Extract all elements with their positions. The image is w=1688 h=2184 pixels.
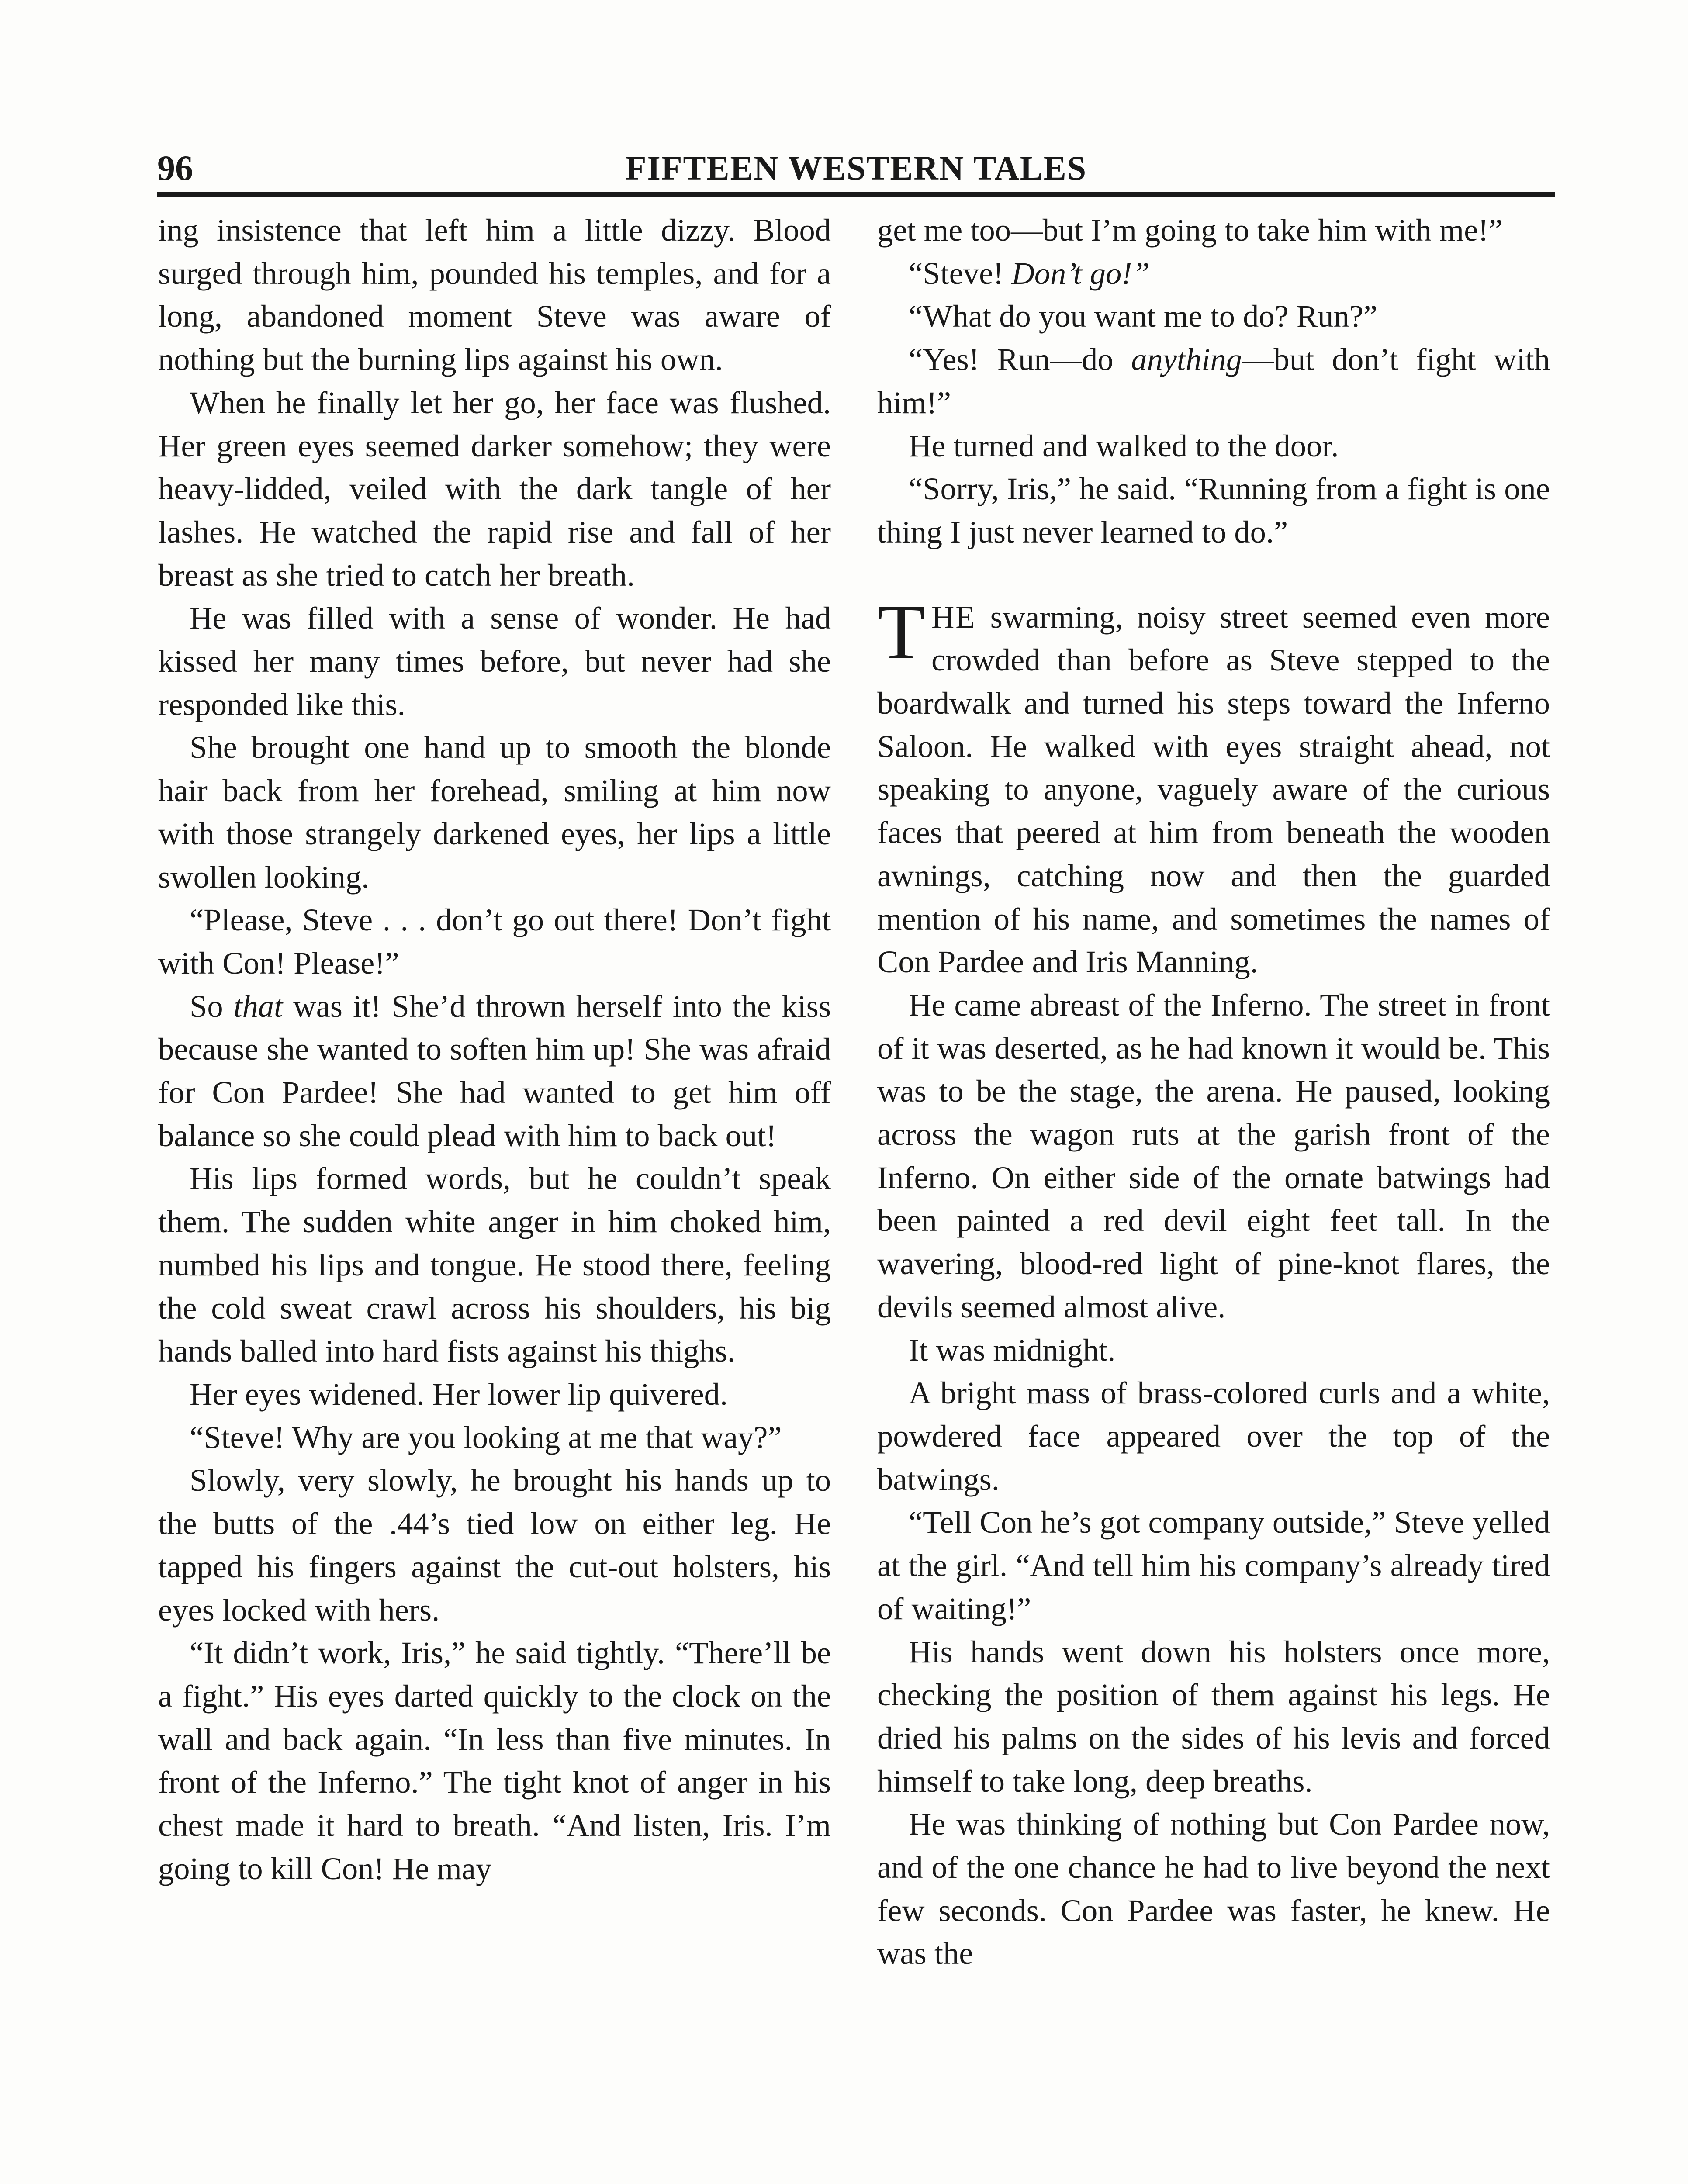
drop-cap: T	[877, 588, 925, 675]
paragraph: His hands went down his holsters once more, checking the position of them against his legs. He dried his palms on the sides of his levis and forced himself to take long, deep breaths.	[877, 1634, 1550, 1799]
paragraph	[877, 338, 1550, 424]
paragraph: His lips formed words, but he couldn’t speak them. The sudden white anger in him choked him, numbed his lips and tongue. He stood there, feeling the cold sweat crawl across his shoulders, his big hands balled into hard fists against his thighs.	[158, 1161, 831, 1369]
paragraph-body: —but don’t fight with him!”	[877, 342, 1550, 420]
paragraph: He turned and walked to the door.	[909, 428, 1339, 463]
paragraph: She brought one hand up to smooth the blonde hair back from her forehead, smiling at him now with those strangely darkened eyes, her lips a little swollen looking.	[158, 729, 831, 895]
paragraph-lead: “Steve!	[909, 255, 1012, 291]
paragraph	[877, 252, 1550, 295]
paragraph: Slowly, very slowly, he brought his hands up to the butts of the .44’s tied low on either leg. He tapped his fingers against the cut-out holsters, his eyes locked with hers.	[158, 1462, 831, 1628]
paragraph: “Tell Con he’s got company outside,” Steve yelled at the girl. “And tell him his company’s already tired of waiting!”	[877, 1504, 1550, 1626]
paragraph: get me too—but I’m going to take him with me!”	[877, 212, 1503, 248]
right-column	[877, 209, 1550, 1975]
paragraph-lead: So	[190, 988, 234, 1024]
section-opening-paragraph	[877, 588, 1550, 984]
paragraph: Her eyes widened. Her lower lip quivered.	[190, 1376, 728, 1412]
paragraph: “What do you want me to do? Run?”	[909, 298, 1378, 334]
paragraph: He was thinking of nothing but Con Pardee now, and of the one chance he had to live beyond the next few seconds. Con Pardee was faster, he knew. He was the	[877, 1806, 1550, 1971]
italic-text: anything	[1131, 342, 1242, 377]
paragraph: “Please, Steve . . . don’t go out there! Don’t fight with Con! Please!”	[158, 902, 831, 981]
paragraph: A bright mass of brass-colored curls and a white, powdered face appeared over the top of the batwings.	[877, 1375, 1550, 1497]
paragraph: “It didn’t work, Iris,” he said tightly. “There’ll be a fight.” His eyes darted quickly to the clock on the wall and back again. “In less than five minutes. In front of the Inferno.” The tight knot of anger in his chest made it hard to breath. “And listen, Iris. I’m going to kill Con! He may	[158, 1635, 831, 1886]
page-header	[157, 144, 1555, 192]
paragraph: It was midnight.	[909, 1332, 1116, 1368]
left-column	[158, 209, 831, 1890]
small-caps-lead: HE	[931, 599, 976, 635]
paragraph	[158, 985, 831, 1158]
italic-text: Don’t go!”	[1011, 255, 1150, 291]
paragraph: When he finally let her go, her face was flushed. Her green eyes seemed darker somehow; they were heavy-lidded, veiled with the dark tangle of her lashes. He watched the rapid rise and fall of her breast as she tried to catch her breath.	[158, 384, 831, 593]
paragraph-body: swarming, noisy street seemed even more crowded than before as Steve stepped to the boardwalk and turned his steps toward the Inferno Saloon. He walked with eyes straight ahead, not speaking to anyone, vaguely aware of the curious faces that peered at him from beneath the wooden awnings, catching now and then the guarded mention of his name, and sometimes the names of Con Pardee and Iris Manning.	[877, 599, 1550, 980]
page-number: 96	[157, 148, 193, 188]
paragraph: He came abreast of the Inferno. The street in front of it was deserted, as he had known it would be. This was to be the stage, the arena. He paused, looking across the wagon ruts at the garish front of the Inferno. On either side of the ornate batwings had been painted a red devil eight feet tall. In the wavering, blood-red light of pine-knot flares, the devils seemed almost alive.	[877, 987, 1550, 1324]
paragraph: “Steve! Why are you looking at me that way?”	[190, 1419, 782, 1455]
paragraph-lead: “Yes! Run—do	[909, 342, 1131, 377]
paragraph-body: was it! She’d thrown herself into the kiss because she wanted to soften him up! She was afraid for Con Pardee! She had wanted to get him off balance so she could plead with him to back out!	[158, 988, 831, 1153]
italic-text: that	[233, 988, 283, 1024]
paragraph: ing insistence that left him a little dizzy. Blood surged through him, pounded his temples, and for a long, abandoned moment Steve was aware of nothing but the burning lips against his own.	[158, 212, 831, 377]
paragraph: “Sorry, Iris,” he said. “Running from a fight is one thing I just never learned to do.”	[877, 471, 1550, 549]
running-title: FIFTEEN WESTERN TALES	[625, 149, 1087, 187]
header-rule	[157, 192, 1555, 197]
paragraph: He was filled with a sense of wonder. He had kissed her many times before, but never had she responded like this.	[158, 600, 831, 722]
